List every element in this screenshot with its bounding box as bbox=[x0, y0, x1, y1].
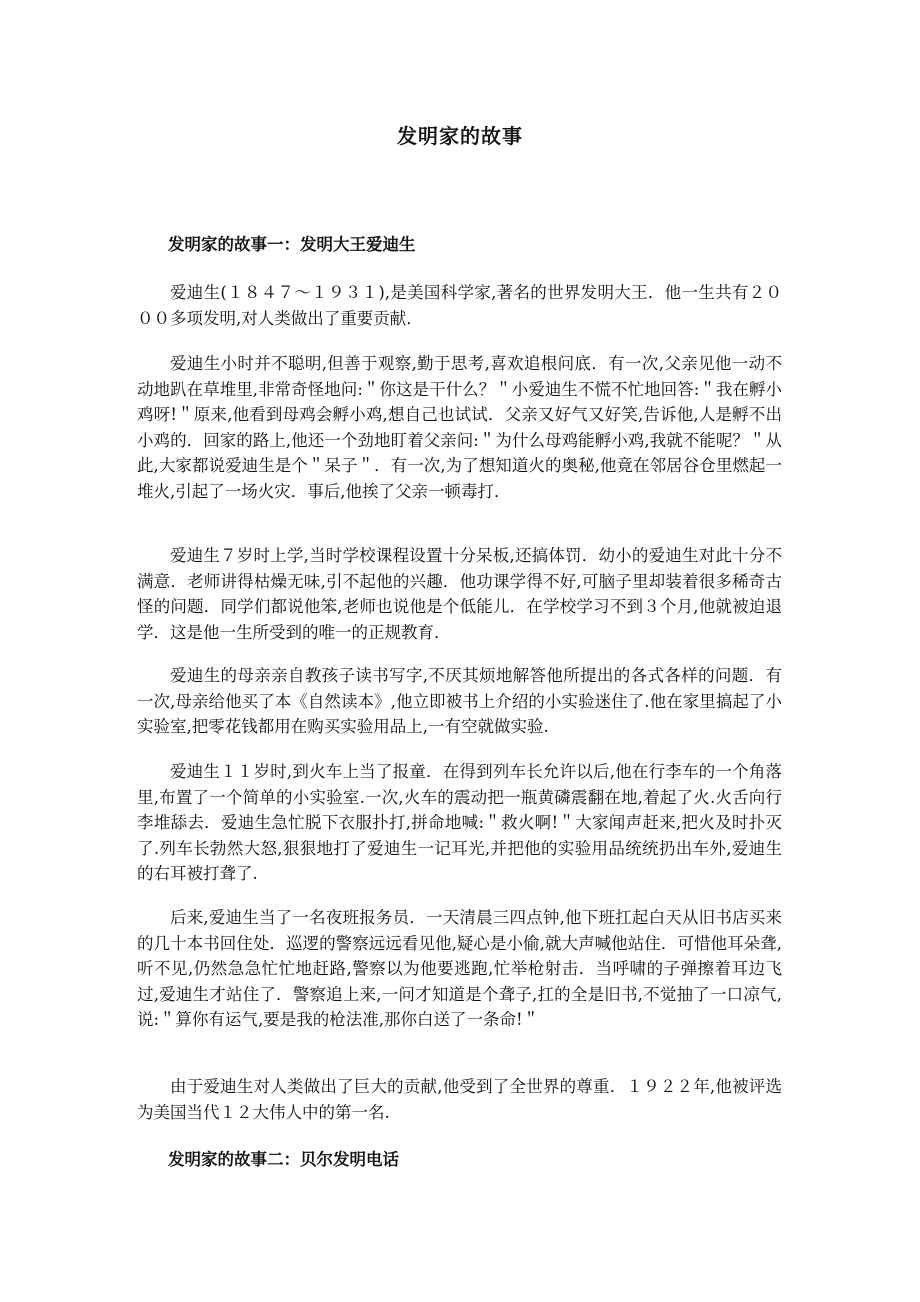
paragraph-3: 爱迪生７岁时上学,当时学校课程设置十分呆板,还搞体罚．幼小的爱迪生对此十分不满意．老师讲得枯燥无味,引不起他的兴趣．他功课学得不好,可脑子里却装着很多稀奇古怪的问题．同学们都说他笨,老师也说他是个低能儿．在学校学习不到３个月,他就被迫退学．这是他一生所受到的唯一的正规教育． bbox=[137, 546, 782, 642]
paragraph-1: 爱迪生(１８４７～１９３１),是美国科学家,著名的世界发明大王．他一生共有２０００多项发明,对人类做出了重要贡献． bbox=[137, 283, 782, 328]
paragraph-5: 爱迪生１１岁时,到火车上当了报童．在得到列车长允许以后,他在行李车的一个角落里,布置了一个简单的小实验室.一次,火车的震动把一瓶黄磷震翻在地,着起了火.火舌向行李堆舔去．爱迪生急忙脱下衣服扑打,拼命地喊:＂救火啊!＂大家闻声赶来,把火及时扑灭了.列车长勃然大怒,狠狠地打了爱迪生一记耳光,并把他的实验用品统统扔出车外,爱迪生的右耳被打聋了. bbox=[137, 762, 782, 884]
section-heading-1: 发明家的故事一：发明大王爱迪生 bbox=[168, 235, 416, 254]
paragraph-6: 后来,爱迪生当了一名夜班报务员．一天清晨三四点钟,他下班扛起白天从旧书店买来的几十本书回住处．巡逻的警察远远看见他,疑心是小偷,就大声喊他站住．可惜他耳朵聋,听不见,仍然急急忙忙地赶路,警察以为他要逃跑,忙举枪射击．当呼啸的子弹擦着耳边飞过,爱迪生才站住了．警察追上来,一问才知道是个聋子,扛的全是旧书,不觉抽了一口凉气,说:＂算你有运气,要是我的枪法准,那你白送了一条命!＂ bbox=[137, 908, 782, 1030]
document-title: 发明家的故事 bbox=[397, 124, 523, 148]
paragraph-7: 由于爱迪生对人类做出了巨大的贡献,他受到了全世界的尊重．１９２２年,他被评选为美国当代１２大伟人中的第一名. bbox=[137, 1077, 782, 1122]
paragraph-4: 爱迪生的母亲亲自教孩子读书写字,不厌其烦地解答他所提出的各式各样的问题．有一次,母亲给他买了本《自然读本》,他立即被书上介绍的小实验迷住了.他在家里搞起了小实验室,把零花钱都用在购买实验用品上,一有空就做实验. bbox=[137, 666, 782, 737]
paragraph-2: 爱迪生小时并不聪明,但善于观察,勤于思考,喜欢追根问底．有一次,父亲见他一动不动地趴在草堆里,非常奇怪地问:＂你这是干什么？＂小爱迪生不慌不忙地回答:＂我在孵小鸡呀!＂原来,他看到母鸡会孵小鸡,想自己也试试．父亲又好气又好笑,告诉他,人是孵不出小鸡的．回家的路上,他还一个劲地盯着父亲问:＂为什么母鸡能孵小鸡,我就不能呢？＂从此,大家都说爱迪生是个＂呆子＂．有一次,为了想知道火的奥秘,他竟在邻居谷仓里燃起一堆火,引起了一场火灾．事后,他挨了父亲一顿毒打． bbox=[137, 354, 782, 501]
section-heading-2: 发明家的故事二：贝尔发明电话 bbox=[168, 1150, 399, 1169]
